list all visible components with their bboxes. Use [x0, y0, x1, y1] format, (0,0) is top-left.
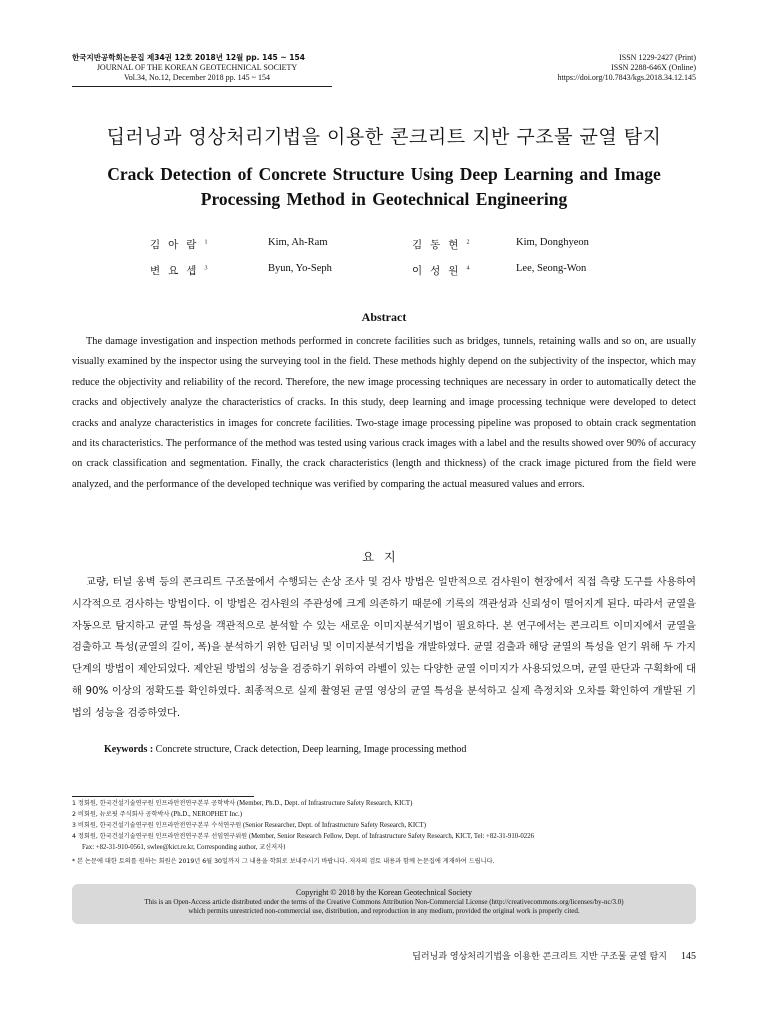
header-rule: [72, 86, 332, 87]
page-number: 145: [681, 951, 696, 962]
keywords: [104, 744, 466, 755]
author-4-en: Lee, Seong-Won: [516, 263, 587, 274]
license-line: This is an Open-Access article distributed under the terms of the Creative Commons Attribution Non-Commercial License (http://creativecommons.org/licenses/by-nc/3.0): [144, 897, 624, 906]
author-3-kr: 변요셉: [150, 265, 205, 277]
issn-block: [557, 53, 696, 83]
footnote-3: 3 비회원, 한국건설기술연구원 인프라안전연구본부 수석연구원 (Senior Researcher, Dept. of Infrastructure Safety Research, KICT): [72, 822, 427, 829]
author-2-kr: 김동현: [412, 239, 467, 251]
license-terms: which permits unrestricted non-commercial use, distribution, and reproduction in any medium, provided the original work is properly cited.: [188, 907, 580, 915]
author-4-sup: 4: [466, 265, 470, 272]
abstract-heading: Abstract: [361, 310, 407, 324]
author-4-kr: 이성원: [412, 265, 467, 277]
author-1-sup: 1: [204, 239, 208, 246]
journal-name: JOURNAL OF THE KOREAN GEOTECHNICAL SOCIETY: [96, 63, 298, 72]
issn-online: ISSN 2288-646X (Online): [611, 63, 696, 72]
author-2-en: Kim, Donghyeon: [516, 237, 589, 248]
discussion-note: * 본 논문에 대한 토의를 원하는 회원은 2019년 6월 30일까지 그 내용을 학회로 보내주시기 바랍니다. 저자의 검토 내용과 함께 논문집에 게재하여 드립니다.: [72, 858, 495, 865]
author-2-sup: 2: [466, 239, 470, 246]
doi-link[interactable]: https://doi.org/10.7843/kgs.2018.34.12.145: [557, 73, 696, 82]
abstract-text: The damage investigation and inspection methods performed in concrete facilities such as bridges, tunnels, retaining walls and so on, are usually visually examined by the inspector using the surveying tool in the field. These methods highly depend on the subjectivity of the inspector, which may reduce the objectivity and reliability of the record. Therefore, the new image processing techniques are necessary in order to automatically detect the cracks and objectively analyze the characteristics of cracks. In this study, deep learning and image processing technique were developed to detect cracks and analyze characteristics in images for concrete facilities. Two-stage image processing pipeline was proposed to obtain crack segmentation and its characteristics. The performance of the method was tested using various crack images with a label and the results showed over 90% of accuracy on crack classification and segmentation. Finally, the crack characteristics (length and thickness) of the crack image pictured from the field were analyzed, and the performance of the developed technique was verified by comparing the actual measured values and errors.: [72, 336, 696, 490]
copyright-line: Copyright © 2018 by the Korean Geotechnical Society: [295, 888, 473, 897]
footnotes: [72, 798, 702, 867]
footnote-2: 2 비회원, 뉴로핏 주식회사 공학박사 (Ph.D., NEROPHET Inc.): [72, 811, 243, 818]
footnote-rule: [72, 796, 254, 797]
korean-abstract-text: 교량, 터널 옹벽 등의 콘크리트 구조물에서 수행되는 손상 조사 및 검사 방법은 일반적으로 검사원이 현장에서 직접 측량 도구를 사용하여 시각적으로 검사하는 방법이다. 이 방법은 검사원의 주관성에 크게 의존하기 때문에 기록의 객관성과 신뢰성이 떨어지게 된다. 따라서 균열을 자동으로 탐지하고 균열 특성을 객관적으로 분석할 수 있는 새로운 이미지분석기법이 필요하다. 본 연구에서는 콘크리트 이미지에서 균열을 검출하고 특성(균열의 길이, 폭)을 분석하기 위한 딥러닝 및 이미지분석기법을 개발하였다. 균열 검출과 해당 균열의 특성을 얻기 위해 두 가지 단계의 방법이 제안되었다. 제안된 방법의 성능을 검증하기 위하여 라벨이 있는 다양한 균열 이미지가 사용되었으며, 균열 판단과 구획화에 대해 90% 이상의 정확도를 확인하였다. 최종적으로 실제 촬영된 균열 영상의 균열 특성을 분석하고 실제 측정치와 오차를 확인하여 개발된 기법의 성능을 검증하였다.: [72, 577, 696, 719]
author-4: [412, 263, 469, 278]
copyright-box: [72, 884, 696, 924]
author-3-sup: 3: [204, 265, 208, 272]
footnote-4-cont: Fax: +82-31-910-0561, swlee@kict.re.kr, Corresponding author, 교신저자): [82, 844, 286, 851]
keywords-label: Keywords :: [104, 744, 154, 755]
author-1-en: Kim, Ah-Ram: [268, 237, 328, 248]
journal-kr-line: 한국지반공학회논문집 제34권 12호 2018년 12월 pp. 145 ~ 154: [72, 53, 305, 62]
page-footer: [412, 949, 696, 962]
journal-volume: Vol.34, No.12, December 2018 pp. 145 ~ 154: [124, 73, 270, 82]
issn-print: ISSN 1229-2427 (Print): [619, 53, 696, 62]
journal-header: [72, 53, 322, 83]
author-3: [150, 263, 207, 278]
running-title: 딥러닝과 영상처리기법을 이용한 콘크리트 지반 구조물 균열 탐지: [412, 952, 667, 962]
keywords-list: Concrete structure, Crack detection, Deep learning, Image processing method: [155, 744, 467, 755]
author-2: [412, 237, 469, 252]
korean-abstract-heading: 요지: [362, 550, 406, 564]
title-english: Crack Detection of Concrete Structure Using Deep Learning and Image Processing Method in Geotechnical Engineering: [107, 164, 661, 209]
author-1: [150, 237, 207, 252]
title-korean: 딥러닝과 영상처리기법을 이용한 콘크리트 지반 구조물 균열 탐지: [106, 126, 662, 148]
author-3-en: Byun, Yo-Seph: [268, 263, 332, 274]
author-1-kr: 김아람: [150, 239, 205, 251]
footnote-4: 4 정회원, 한국건설기술연구원 인프라안전연구본부 선임연구위원 (Member, Senior Research Fellow, Dept. of Infrastructure Safety Research, KICT, Tel: +82-31-910-0226: [72, 833, 534, 840]
footnote-1: 1 정회원, 한국건설기술연구원 인프라안전연구본부 공학박사 (Member, Ph.D., Dept. of Infrastructure Safety Research, KICT): [72, 800, 413, 807]
